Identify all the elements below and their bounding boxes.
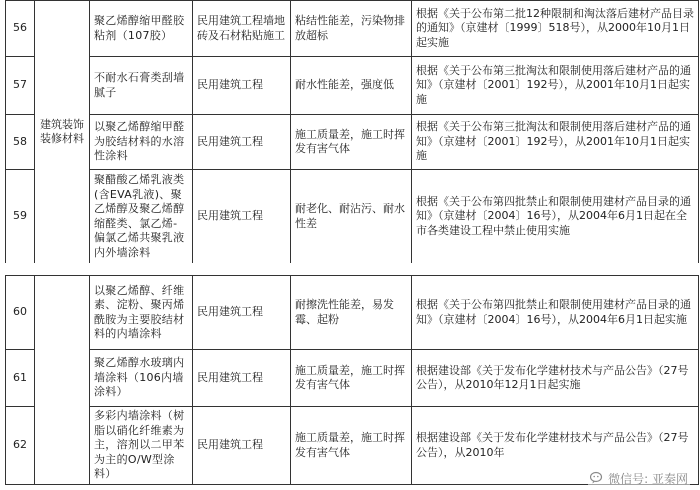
material-name: 以聚乙烯醇、纤维素、淀粉、聚丙烯酰胺为主要胶结材料的内墙涂料	[90, 276, 193, 350]
materials-table-bottom	[5, 275, 699, 485]
row-number: 60	[6, 276, 35, 350]
table-row	[6, 115, 699, 170]
table-row	[6, 276, 699, 350]
row-number: 58	[6, 115, 35, 170]
table-row	[6, 350, 699, 407]
wechat-icon	[590, 471, 604, 485]
usage-scope: 民用建筑工程墙地砖及石材粘贴施工	[193, 1, 291, 57]
policy-basis: 根据《关于公布第四批禁止和限制使用建材产品目录的通知》（京建材〔2004〕16号），从2004年6月1日起在全市各类建设工程中禁止使用实施	[412, 170, 699, 264]
restriction-reason: 粘结性能差，污染物排放超标	[291, 1, 412, 57]
policy-basis: 根据《关于公布第二批12种限制和淘汰落后建材产品目录的通知》（京建材〔1999〕518号），从2000年10月1日起实施	[412, 1, 699, 57]
restriction-reason: 耐水性能差，强度低	[291, 57, 412, 115]
material-name: 多彩内墙涂料（树脂以硝化纤维素为主，溶剂以二甲苯为主的O/W型涂料）	[90, 407, 193, 485]
row-number: 61	[6, 350, 35, 407]
table-row	[6, 1, 699, 57]
watermark-text: 微信号: 亚秦网	[608, 471, 688, 486]
table-row	[6, 170, 699, 264]
material-name: 聚乙烯醇缩甲醛胶粘剂（107胶）	[90, 1, 193, 57]
table-row	[6, 57, 699, 115]
material-name: 以聚乙烯醇缩甲醛为胶结材料的水溶性涂料	[90, 115, 193, 170]
restriction-reason: 耐擦洗性能差，易发霉、起粉	[291, 276, 412, 350]
row-number: 59	[6, 170, 35, 264]
row-number: 56	[6, 1, 35, 57]
restriction-reason: 施工质量差，施工时挥发有害气体	[291, 350, 412, 407]
materials-table-top	[5, 0, 699, 264]
material-name: 聚乙烯醇水玻璃内墙涂料（106内墙涂料）	[90, 350, 193, 407]
restriction-reason: 施工质量差，施工时挥发有害气体	[291, 115, 412, 170]
usage-scope: 民用建筑工程	[193, 350, 291, 407]
usage-scope: 民用建筑工程	[193, 407, 291, 485]
usage-scope: 民用建筑工程	[193, 276, 291, 350]
policy-basis: 根据《关于公布第三批淘汰和限制使用落后建材产品的通知》（京建材〔2001〕192号），从2001年10月1日起实施	[412, 57, 699, 115]
usage-scope: 民用建筑工程	[193, 115, 291, 170]
policy-basis: 根据《关于公布第三批淘汰和限制使用落后建材产品的通知》（京建材〔2001〕192号），从2001年10月1日起实施	[412, 115, 699, 170]
row-number: 57	[6, 57, 35, 115]
usage-scope: 民用建筑工程	[193, 170, 291, 264]
restriction-reason: 施工质量差，施工时挥发有害气体	[291, 407, 412, 485]
usage-scope: 民用建筑工程	[193, 57, 291, 115]
watermark	[588, 469, 690, 487]
category-cell-empty	[35, 276, 90, 485]
material-name: 不耐水石膏类刮墙腻子	[90, 57, 193, 115]
category-cell: 建筑装饰装修材料	[35, 1, 90, 264]
row-number: 62	[6, 407, 35, 485]
material-name: 聚醋酸乙烯乳液类(含EVA乳液)、聚乙烯醇及聚乙烯醇缩醛类、氯乙烯-偏氯乙烯共聚乳液内外墙涂料	[90, 170, 193, 264]
policy-basis: 根据建设部《关于发布化学建材技术与产品公告》（27号公告），从2010年	[412, 407, 699, 485]
restriction-reason: 耐老化、耐沾污、耐水性差	[291, 170, 412, 264]
policy-basis: 根据《关于公布第四批禁止和限制使用建材产品目录的通知》（京建材〔2004〕16号），从2004年6月1日起实施	[412, 276, 699, 350]
page-break-gap	[0, 263, 700, 273]
policy-basis: 根据建设部《关于发布化学建材技术与产品公告》（27号公告），从2010年12月1日起实施	[412, 350, 699, 407]
